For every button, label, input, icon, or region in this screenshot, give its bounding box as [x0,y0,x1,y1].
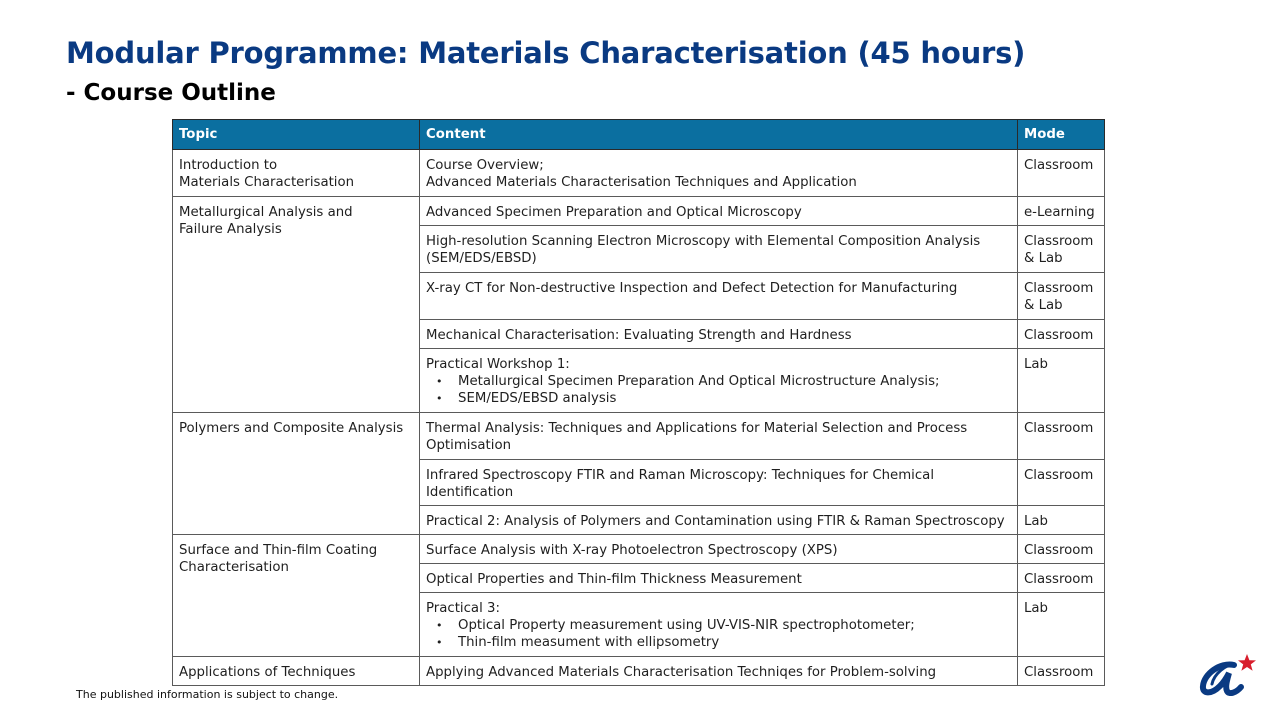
header-content: Content [420,120,1018,150]
table-row [173,197,1105,226]
content-cell: Applying Advanced Materials Characterisation Techniqes for Problem-solving [420,657,1018,686]
table-row [173,413,1105,460]
content-cell [420,593,1018,657]
course-outline-table [172,119,1105,686]
content-cell: Infrared Spectroscopy FTIR and Raman Microscopy: Techniques for Chemical Identification [420,460,1018,506]
topic-cell: Applications of Techniques [173,657,420,686]
practical-bullet-list [426,373,1011,407]
table-row [173,150,1105,197]
topic-cell: Surface and Thin-film Coating Characterisation [173,535,420,657]
mode-cell: Classroom & Lab [1018,273,1105,320]
topic-cell: Introduction to Materials Characterisation [173,150,420,197]
list-item: • Thin-film measument with ellipsometry [426,634,1011,651]
header-mode: Mode [1018,120,1105,150]
table-row [173,657,1105,686]
mode-cell: Lab [1018,349,1105,413]
practical-bullet-list [426,617,1011,651]
content-cell: X-ray CT for Non-destructive Inspection and Defect Detection for Manufacturing [420,273,1018,320]
mode-cell: Classroom [1018,657,1105,686]
content-cell: Practical 2: Analysis of Polymers and Contamination using FTIR & Raman Spectroscopy [420,506,1018,535]
content-cell: Course Overview; Advanced Materials Characterisation Techniques and Application [420,150,1018,197]
mode-cell: e-Learning [1018,197,1105,226]
mode-cell: Lab [1018,593,1105,657]
list-item: • SEM/EDS/EBSD analysis [426,390,1011,407]
practical-title: Practical 3: [426,601,500,616]
list-item: • Optical Property measurement using UV-VIS-NIR spectrophotometer; [426,617,1011,634]
mode-cell: Classroom [1018,320,1105,349]
mode-cell: Lab [1018,506,1105,535]
a-star-logo-icon [1198,652,1256,696]
table-header-row [173,120,1105,150]
topic-cell: Polymers and Composite Analysis [173,413,420,535]
mode-cell: Classroom [1018,413,1105,460]
practical-title: Practical Workshop 1: [426,357,570,372]
mode-cell: Classroom [1018,460,1105,506]
content-cell: Advanced Specimen Preparation and Optical Microscopy [420,197,1018,226]
content-cell: Thermal Analysis: Techniques and Applications for Material Selection and Process Optimisation [420,413,1018,460]
mode-cell: Classroom & Lab [1018,226,1105,273]
mode-cell: Classroom [1018,150,1105,197]
page-title: Modular Programme: Materials Characterisation (45 hours) [66,36,1026,70]
content-cell: Surface Analysis with X-ray Photoelectron Spectroscopy (XPS) [420,535,1018,564]
content-cell [420,349,1018,413]
content-cell: Mechanical Characterisation: Evaluating Strength and Hardness [420,320,1018,349]
mode-cell: Classroom [1018,535,1105,564]
mode-cell: Classroom [1018,564,1105,593]
page-subtitle: - Course Outline [66,80,276,106]
list-item: • Metallurgical Specimen Preparation And Optical Microstructure Analysis; [426,373,1011,390]
content-cell: Optical Properties and Thin-film Thickness Measurement [420,564,1018,593]
table-row [173,535,1105,564]
header-topic: Topic [173,120,420,150]
disclaimer-footnote: The published information is subject to change. [76,688,339,701]
content-cell: High-resolution Scanning Electron Microscopy with Elemental Composition Analysis (SEM/EDS/EBSD) [420,226,1018,273]
topic-cell: Metallurgical Analysis and Failure Analysis [173,197,420,413]
